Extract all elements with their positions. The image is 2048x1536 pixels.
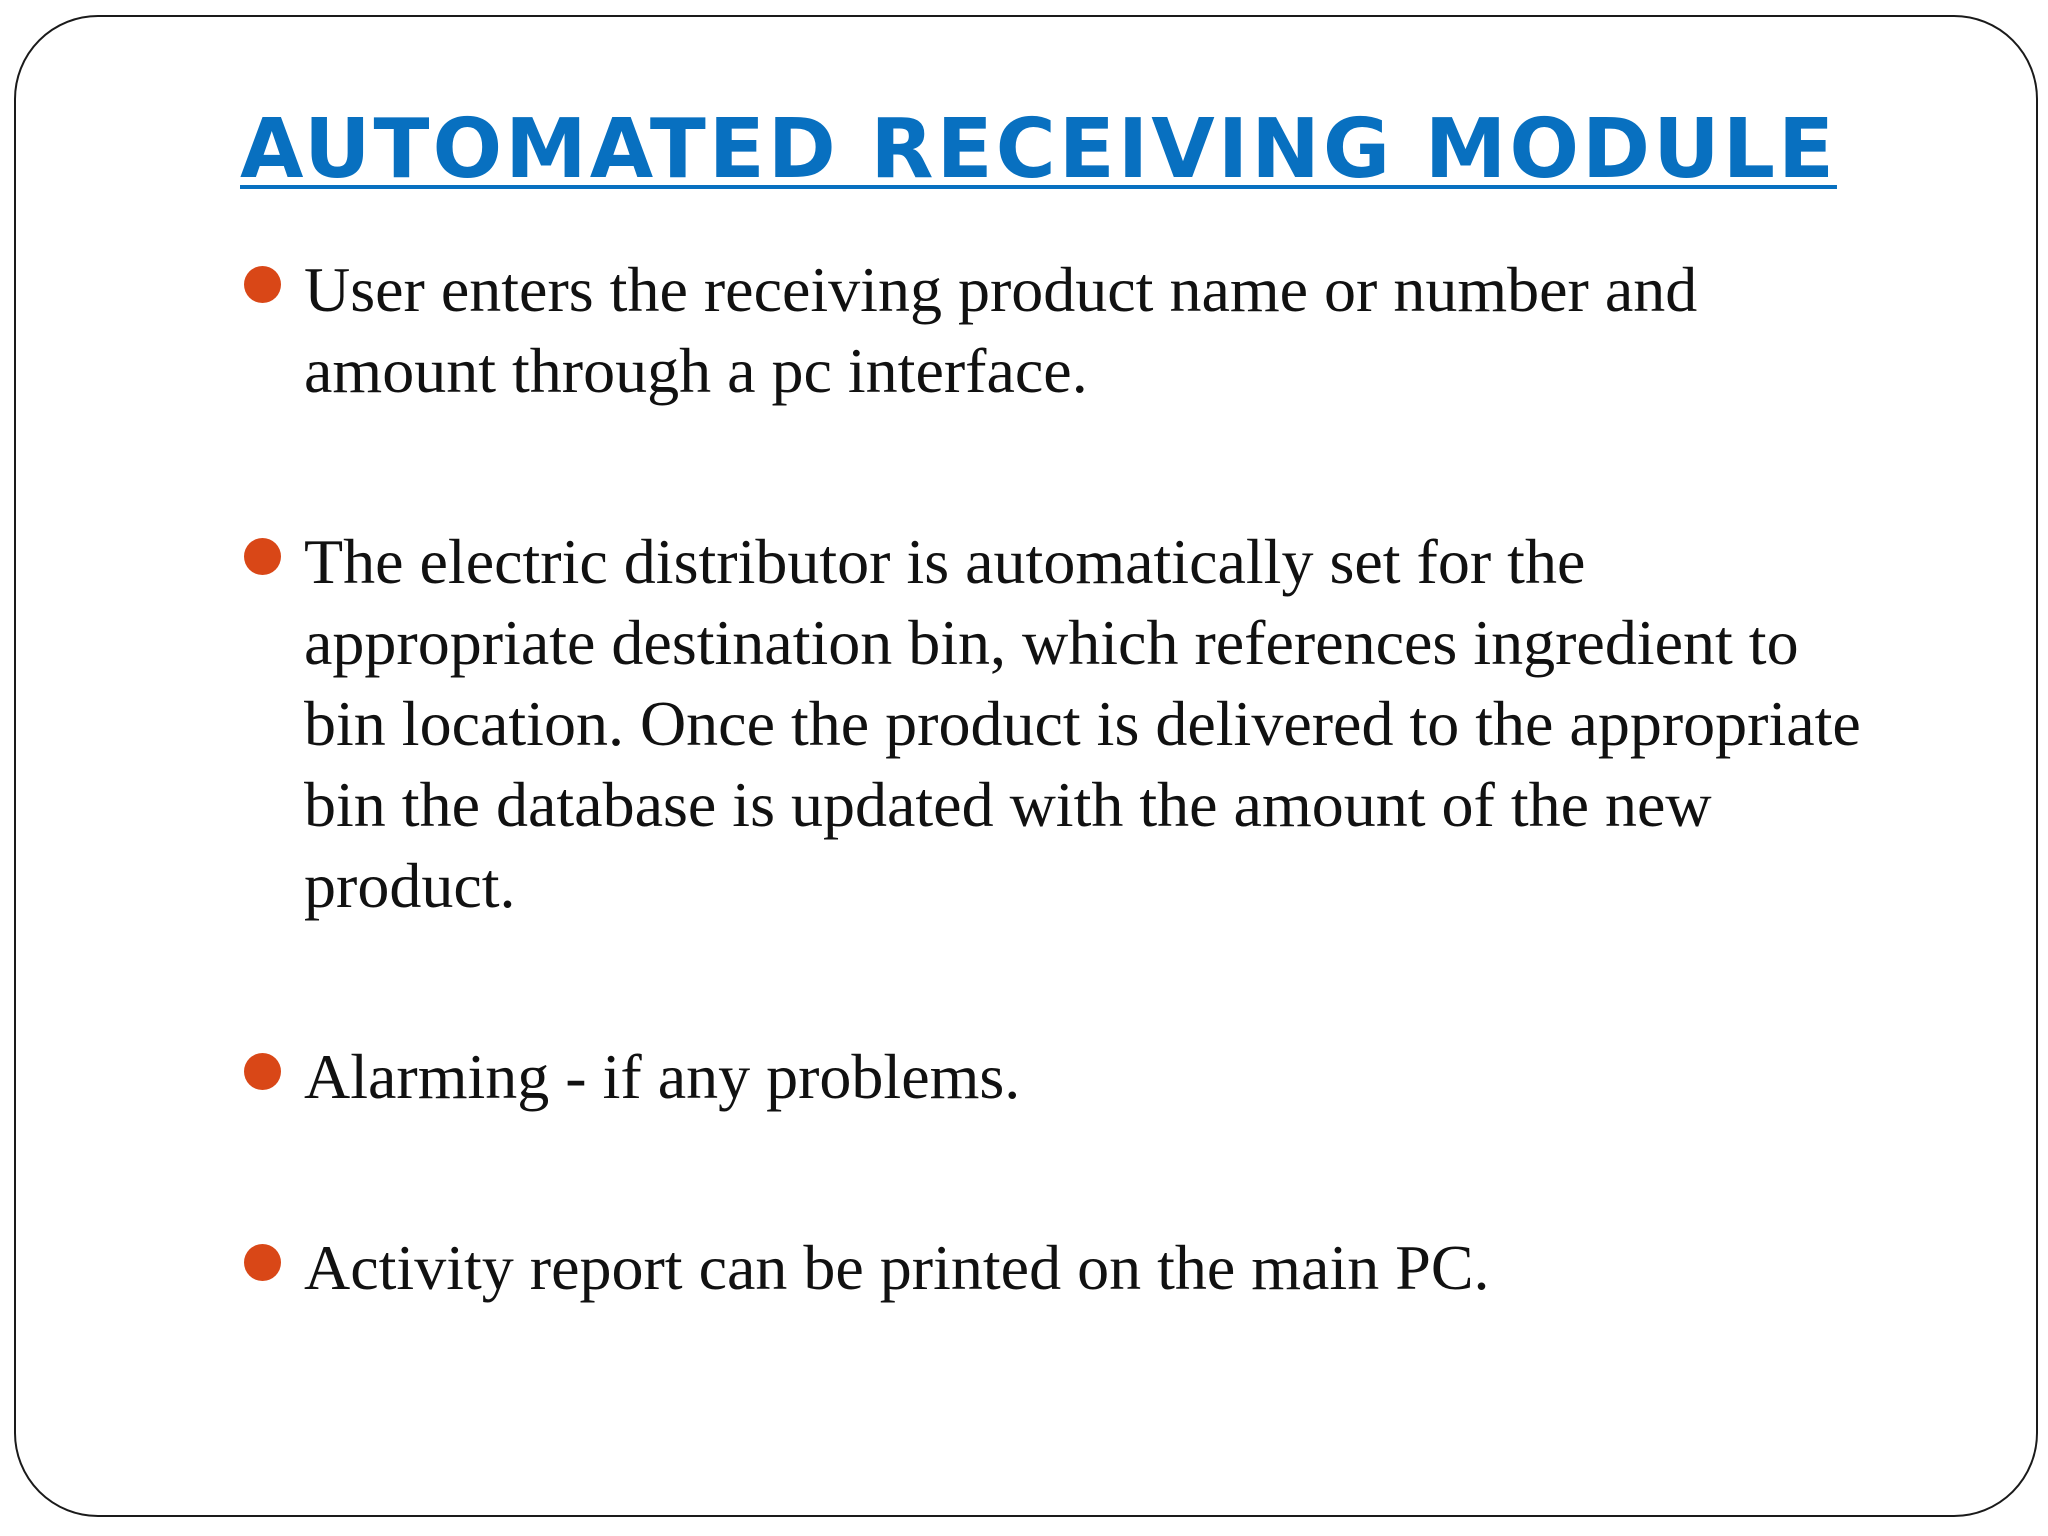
slide-title: AUTOMATED RECEIVING MODULE xyxy=(240,102,1837,197)
bullet-item xyxy=(240,1036,1890,1117)
bullet-item xyxy=(240,249,1890,411)
bullet-dot-icon xyxy=(244,1053,281,1090)
bullet-item xyxy=(240,521,1890,926)
bullet-dot-icon xyxy=(244,538,281,575)
slide-frame xyxy=(14,15,2038,1517)
bullet-list xyxy=(240,249,1890,1308)
bullet-dot-icon xyxy=(244,1244,281,1281)
bullet-text: Alarming - if any problems. xyxy=(304,1041,1021,1112)
bullet-text: Activity report can be printed on the main PC. xyxy=(304,1232,1490,1303)
bullet-dot-icon xyxy=(244,266,281,303)
bullet-text: User enters the receiving product name or number and amount through a pc interface. xyxy=(304,254,1698,406)
bullet-text: The electric distributor is automatically set for the appropriate destination bin, which references ingredient to bin location. Once the product is delivered to the appropriate bin the database is updated with the amount of the new product. xyxy=(304,526,1861,921)
bullet-item xyxy=(240,1227,1890,1308)
